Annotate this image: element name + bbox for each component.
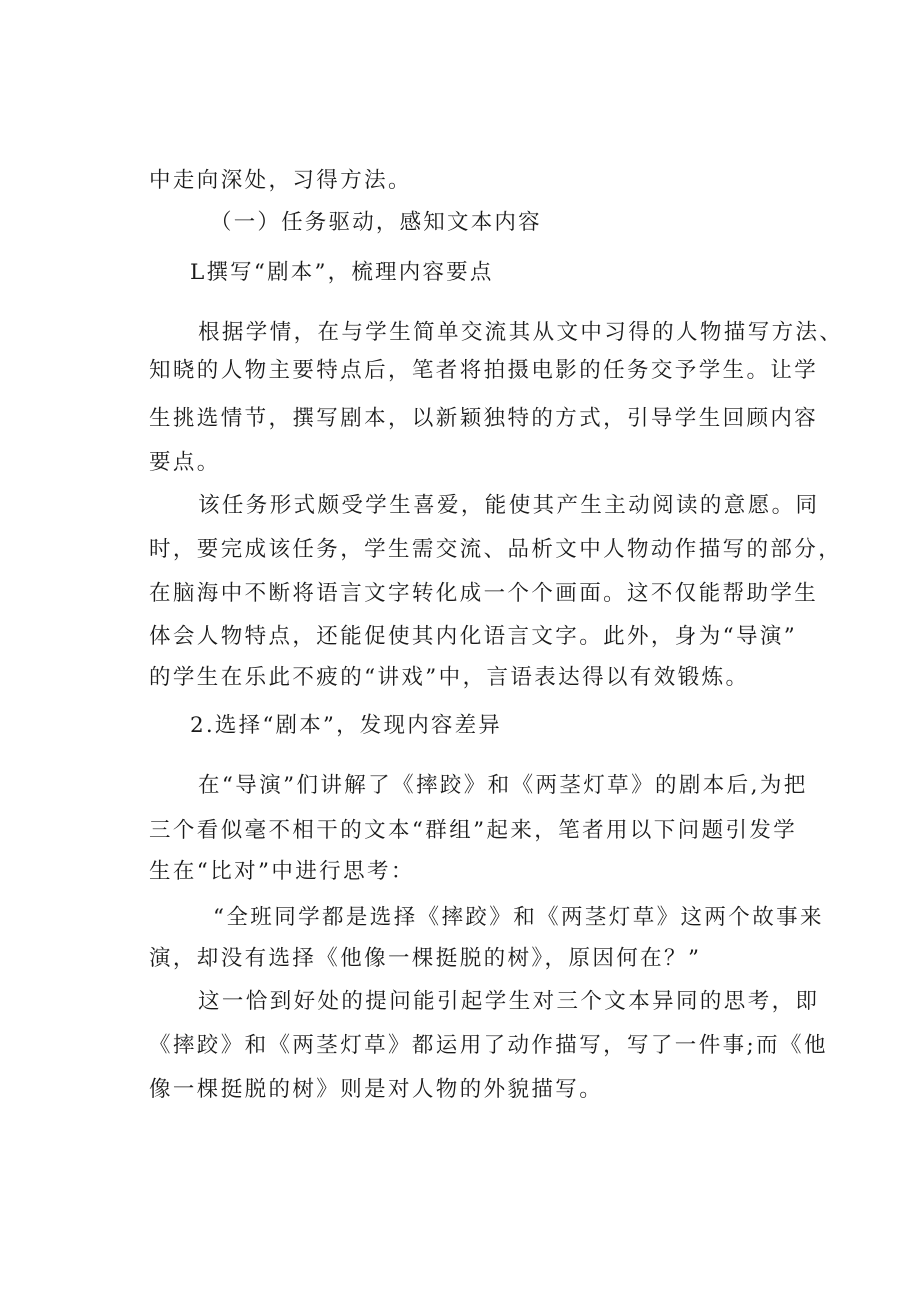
paragraph-continuation-line: 中走向深处，习得方法。: [149, 168, 412, 193]
subsection-heading-2: 2.选择“剧本”，发现内容差异: [190, 713, 502, 738]
paragraph-1-line-2: 知晓的人物主要特点后，笔者将拍摄电影的任务交予学生。让学: [149, 358, 819, 383]
paragraph-2-line-3: 在脑海中不断将语言文字转化成一个个画面。这不仅能帮助学生: [149, 581, 819, 606]
paragraph-4-line-3: 像一棵挺脱的树》则是对人物的外貌描写。: [149, 1077, 604, 1102]
quote-line-2: 演，却没有选择《他像一棵挺脱的树》，原因何在？”: [149, 946, 702, 971]
paragraph-1-line-1: 根据学情，在与学生简单交流其从文中习得的人物描写方法、: [198, 320, 844, 345]
paragraph-2-line-5: 的学生在乐此不疲的“讲戏”中，言语表达得以有效锻炼。: [149, 665, 750, 690]
paragraph-2-line-2: 时，要完成该任务，学生需交流、品析文中人物动作描写的部分，: [149, 537, 843, 562]
subsection-heading-1: L撰写“剧本”，梳理内容要点: [190, 260, 494, 285]
section-heading: （一）任务驱动，感知文本内容: [210, 210, 542, 235]
paragraph-3-line-2: 三个看似毫不相干的文本“群组”起来，笔者用以下问题引发学: [149, 818, 798, 843]
paragraph-2-line-1: 该任务形式颇受学生喜爱，能使其产生主动阅读的意愿。同: [198, 493, 820, 518]
quote-line-1: “全班同学都是选择《摔跤》和《两茎灯草》这两个故事来: [213, 905, 824, 930]
paragraph-1-line-3: 生挑选情节，撰写剧本，以新颖独特的方式，引导学生回顾内容: [149, 406, 819, 431]
paragraph-1-line-4: 要点。: [149, 450, 221, 475]
paragraph-4-line-2: 《摔跤》和《两茎灯草》都运用了动作描写，写了一件事;而《他: [149, 1033, 828, 1058]
paragraph-2-line-4: 体会人物特点，还能促使其内化语言文字。此外，身为“导演”: [149, 624, 798, 649]
paragraph-3-line-1: 在“导演”们讲解了《摔跤》和《两茎灯草》的剧本后,为把: [198, 773, 808, 798]
paragraph-3-line-3: 生在“比对”中进行思考：: [149, 859, 415, 884]
paragraph-4-line-1: 这一恰到好处的提问能引起学生对三个文本异同的思考，即: [198, 989, 820, 1014]
